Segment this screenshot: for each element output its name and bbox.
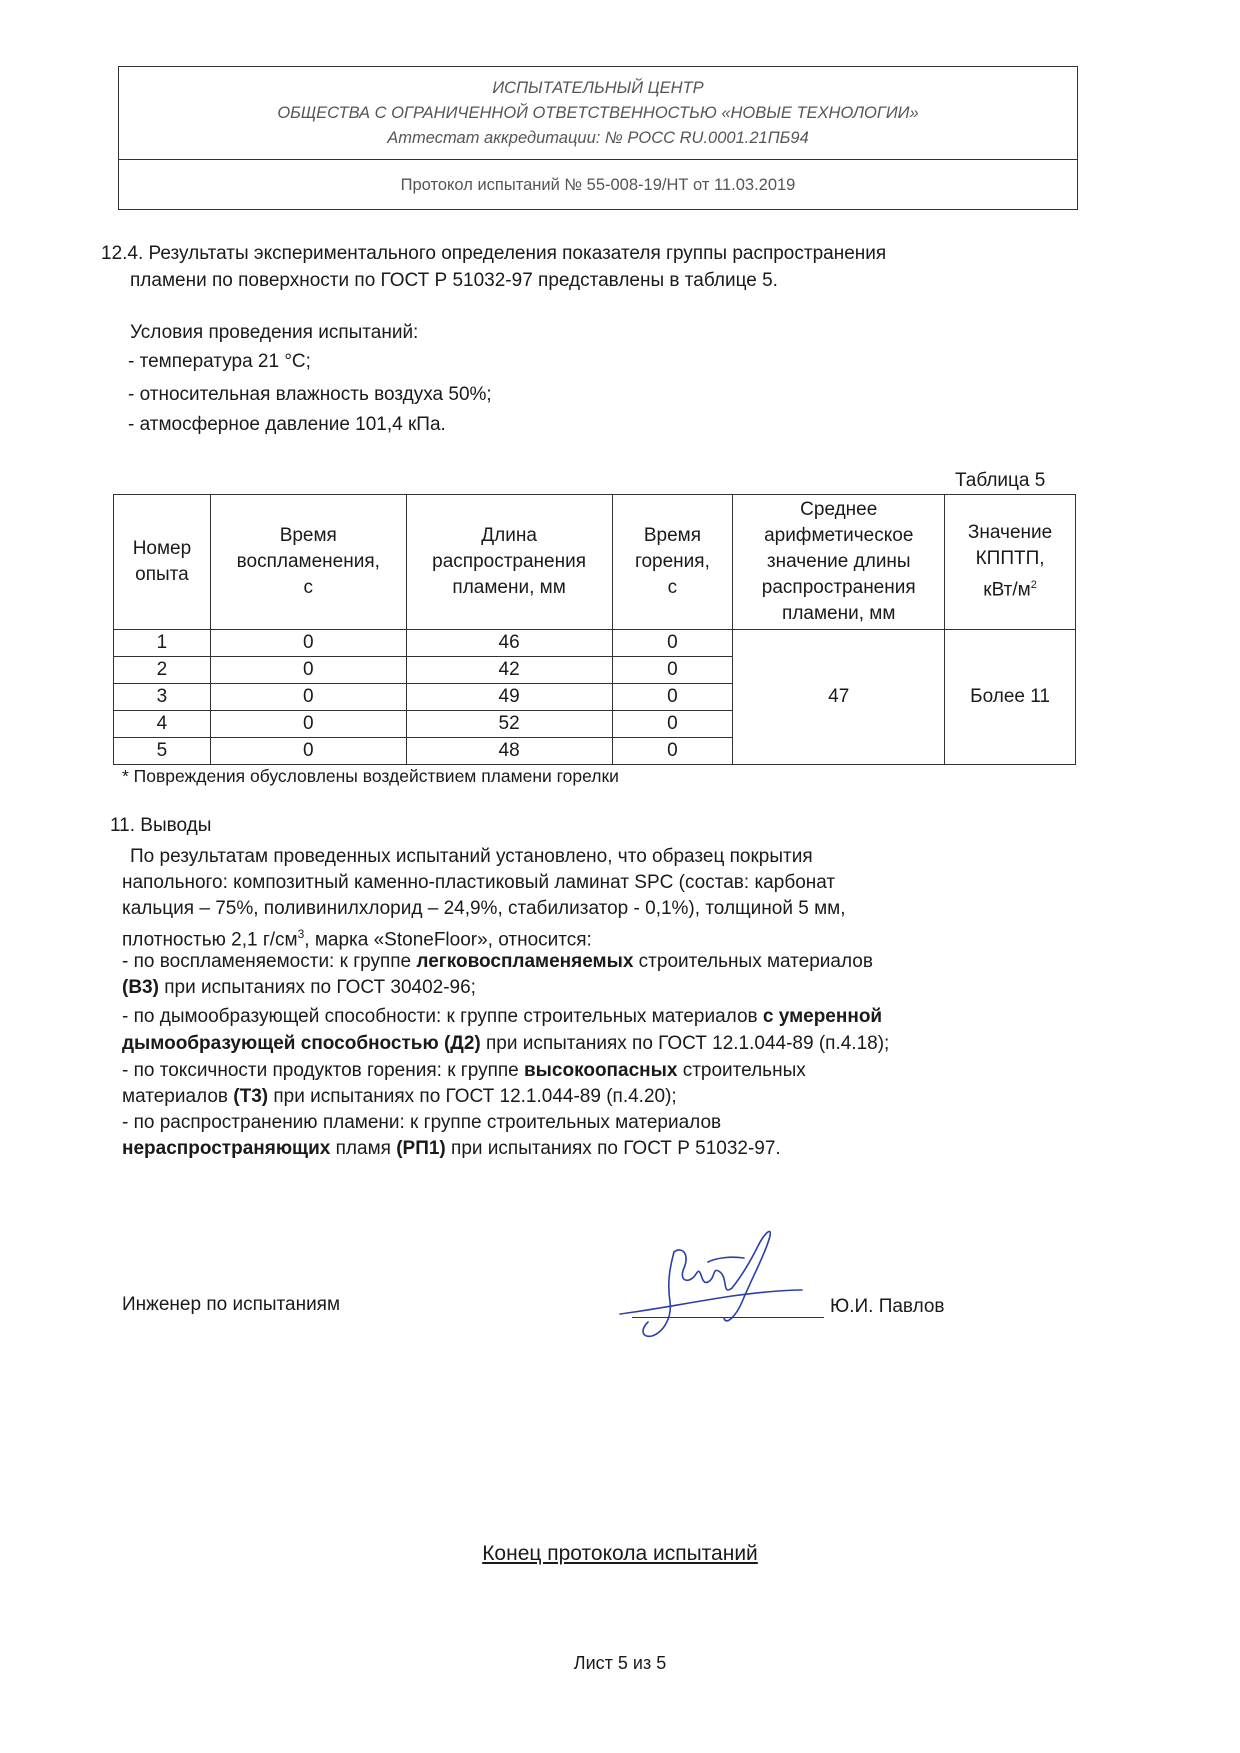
table-footnote: * Повреждения обусловлены воздействием пламени горелки (122, 766, 619, 786)
table-row (114, 630, 1076, 657)
conclusion-toxicity-cont: материалов (Т3) при испытаниях по ГОСТ 12.1.044-89 (п.4.20); (122, 1086, 677, 1107)
conclusion-flammability: - по воспламеняемости: к группе легковоспламеняемых строительных материалов (122, 951, 873, 972)
organization-block (119, 67, 1077, 160)
cell-flame-length: 49 (406, 684, 612, 711)
cell-kpptp-value: Более 11 (945, 630, 1076, 765)
cell-ignition-time: 0 (210, 684, 406, 711)
conclusion-line-2: напольного: композитный каменно-пластиковый ламинат SPC (состав: карбонат (122, 872, 836, 893)
signature-image (612, 1222, 822, 1342)
table-header-row (114, 495, 1076, 630)
engineer-name: Ю.И. Павлов (830, 1296, 945, 1317)
section-12-4-line-1: 12.4. Результаты экспериментального определения показателя группы распространения (101, 243, 887, 264)
cell-burning-time: 0 (612, 711, 733, 738)
conclusion-flame-spread-cont: нераспространяющих пламя (РП1) при испытаниях по ГОСТ Р 51032-97. (122, 1138, 781, 1159)
condition-pressure: - атмосферное давление 101,4 кПа. (128, 414, 446, 435)
conditions-title: Условия проведения испытаний: (130, 322, 419, 343)
cell-test-number: 5 (114, 738, 211, 765)
conclusion-line-3: кальция – 75%, поливинилхлорид – 24,9%, стабилизатор - 0,1%), толщиной 5 мм, (122, 898, 846, 919)
header-burning-time: Время горения, с (612, 495, 733, 630)
cell-ignition-time: 0 (210, 630, 406, 657)
section-12-4-line-2: пламени по поверхности по ГОСТ Р 51032-97 представлены в таблице 5. (130, 270, 778, 291)
conclusion-smoke-cont: дымообразующей способностью (Д2) при испытаниях по ГОСТ 12.1.044-89 (п.4.18); (122, 1033, 890, 1054)
conclusion-line-4: плотностью 2,1 $г/см^3$, марка «StoneFloor», относится: (122, 927, 592, 951)
engineer-role: Инженер по испытаниям (122, 1294, 341, 1315)
conclusion-line-1: По результатам проведенных испытаний установлено, что образец покрытия (130, 846, 813, 867)
cell-flame-length: 52 (406, 711, 612, 738)
cell-flame-length: 48 (406, 738, 612, 765)
cell-flame-length: 46 (406, 630, 612, 657)
document-header (118, 66, 1078, 210)
cell-burning-time: 0 (612, 684, 733, 711)
cell-flame-length: 42 (406, 657, 612, 684)
results-table (113, 494, 1076, 765)
conclusions-title: 11. Выводы (110, 815, 212, 836)
page-number: Лист 5 из 5 (573, 1653, 667, 1673)
protocol-number: Протокол испытаний № 55-008-19/НТ от 11.03.2019 (400, 175, 796, 194)
cell-ignition-time: 0 (210, 711, 406, 738)
cell-test-number: 2 (114, 657, 211, 684)
condition-temperature: - температура 21 °С; (128, 351, 311, 372)
header-average-length: Среднее арифметическое значение длины распространения пламени, мм (733, 495, 945, 630)
cell-test-number: 3 (114, 684, 211, 711)
table-caption: Таблица 5 (955, 470, 1046, 491)
header-ignition-time: Время воспламенения, с (210, 495, 406, 630)
conclusion-flame-spread: - по распространению пламени: к группе строительных материалов (122, 1112, 722, 1133)
header-line-1: ИСПЫТАТЕЛЬНЫЙ ЦЕНТР (492, 78, 704, 97)
header-flame-length: Длина распространения пламени, мм (406, 495, 612, 630)
header-line-2: ОБЩЕСТВА С ОГРАНИЧЕННОЙ ОТВЕТСТВЕННОСТЬЮ «НОВЫЕ ТЕХНОЛОГИИ» (277, 103, 919, 122)
end-of-protocol-title: Конец протокола испытаний (482, 1542, 758, 1565)
header-test-number: Номер опыта (114, 495, 211, 630)
conclusion-flammability-cont: (В3) при испытаниях по ГОСТ 30402-96; (122, 977, 476, 998)
condition-humidity: - относительная влажность воздуха 50%; (128, 384, 492, 405)
cell-test-number: 1 (114, 630, 211, 657)
cell-burning-time: 0 (612, 657, 733, 684)
cell-ignition-time: 0 (210, 738, 406, 765)
cell-burning-time: 0 (612, 738, 733, 765)
cell-burning-time: 0 (612, 630, 733, 657)
cell-test-number: 4 (114, 711, 211, 738)
cell-average-length: 47 (733, 630, 945, 765)
conclusion-smoke: - по дымообразующей способности: к группе строительных материалов с умеренной (122, 1006, 883, 1027)
header-kpptp: Значение КППТП, кВт/$м^2$ (945, 495, 1076, 630)
header-line-3: Аттестат аккредитации: № РОСС RU.0001.21ПБ94 (387, 128, 809, 147)
cell-ignition-time: 0 (210, 657, 406, 684)
conclusion-toxicity: - по токсичности продуктов горения: к группе высокоопасных строительных (122, 1060, 806, 1081)
